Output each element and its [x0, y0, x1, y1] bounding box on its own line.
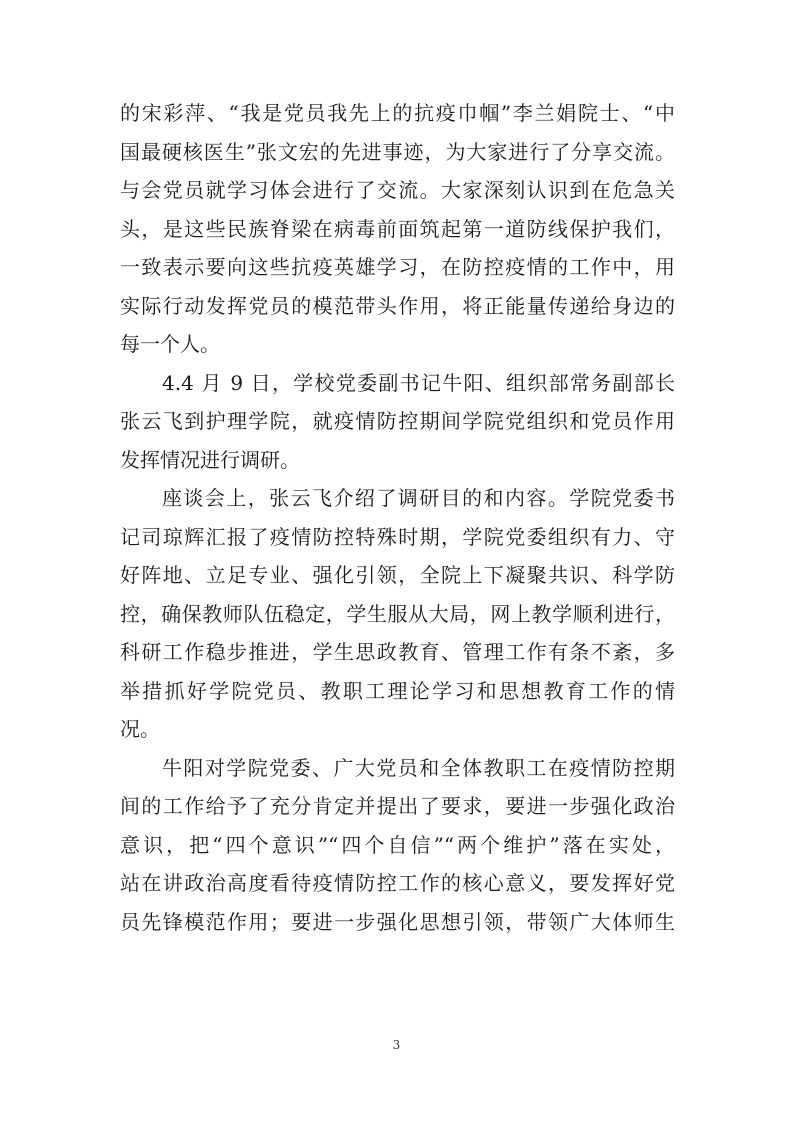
paragraph-1-line-4: 头，是这些民族脊梁在病毒前面筑起第一道防线保护我们， [120, 216, 675, 241]
paragraph-2-line-3: 发挥情况进行调研。 [120, 447, 300, 472]
paragraph-1-line-2: 国最硬核医生”张文宏的先进事迹，为大家进行了分享交流。 [120, 139, 675, 164]
paragraph-3-line-2: 记司琼辉汇报了疫情防控特殊时期，学院党委组织有力、守 [120, 524, 675, 549]
page-number: 3 [392, 1038, 401, 1052]
paragraph-2-line-2: 张云飞到护理学院，就疫情防控期间学院党组织和党员作用 [120, 409, 675, 433]
paragraph-4-line-4: 站在讲政治高度看待疫情防控工作的核心意义，要发挥好党 [120, 871, 675, 895]
paragraph-3-line-3: 好阵地、立足专业、强化引领，全院上下凝聚共识、科学防 [120, 563, 675, 587]
paragraph-4-line-5: 员先锋模范作用；要进一步强化思想引领，带领广大体师生 [120, 909, 675, 934]
paragraph-1-line-3: 与会党员就学习体会进行了交流。大家深刻认识到在危急关 [120, 178, 675, 202]
paragraph-3-line-6: 举措抓好学院党员、教职工理论学习和思想教育工作的情 [120, 678, 675, 703]
paragraph-1-line-5: 一致表示要向这些抗疫英雄学习，在防控疫情的工作中，用 [120, 255, 675, 279]
paragraph-1-line-6: 实际行动发挥党员的模范带头作用，将正能量传递给身边的 [120, 293, 675, 318]
paragraph-4-line-1: 牛阳对学院党委、广大党员和全体教职工在疫情防控期 [162, 755, 675, 780]
paragraph-4-line-3: 意识，把“四个意识”“四个自信”“两个维护”落在实处， [120, 832, 675, 857]
paragraph-1-line-7: 每一个人。 [120, 332, 220, 356]
paragraph-3-line-5: 科研工作稳步推进，学生思政教育、管理工作有条不紊，多 [120, 640, 675, 664]
paragraph-3-line-7: 况。 [120, 717, 160, 741]
paragraph-3-line-1: 座谈会上，张云飞介绍了调研目的和内容。学院党委书 [162, 486, 675, 510]
paragraph-3-line-4: 控，确保教师队伍稳定，学生服从大局，网上教学顺利进行， [120, 601, 675, 626]
body-text [120, 94, 675, 941]
paragraph-4-line-2: 间的工作给予了充分肯定并提出了要求，要进一步强化政治 [120, 794, 675, 818]
paragraph-2-line-1: 4.4 月 9 日，学校党委副书记牛阳、组织部常务副部长 [162, 370, 675, 395]
paragraph-1-line-1: 的宋彩萍、“我是党员我先上的抗疫巾帼”李兰娟院士、“中 [120, 101, 675, 125]
